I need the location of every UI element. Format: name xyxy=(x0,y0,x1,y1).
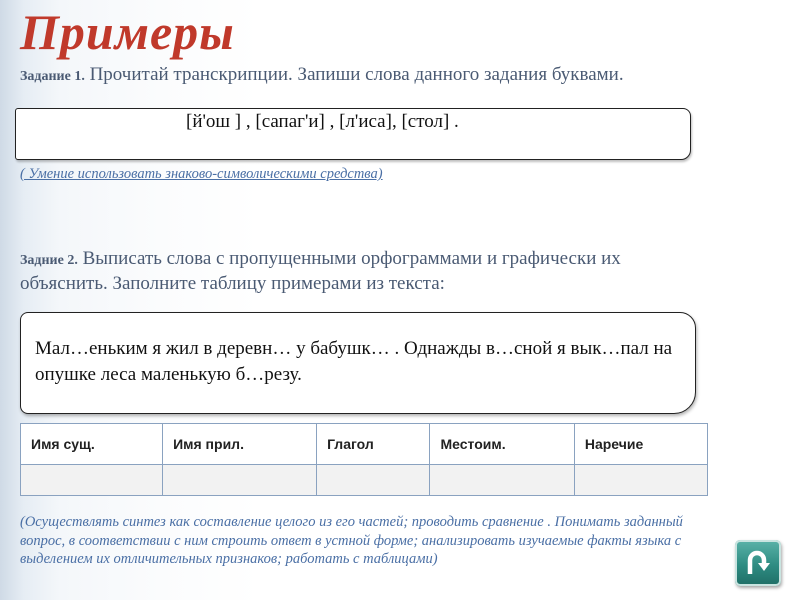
task-1 xyxy=(20,63,710,88)
task-2-skill-note: (Осуществлять синтез как составление целого из его частей; проводить сравнение . Понимать заданный вопрос, в соответствии с ним строить ответ в устной форме; анализировать изучаемые факты языка с выделением их отличительных признаков; работать с таблицами) xyxy=(20,514,683,567)
table-cell[interactable] xyxy=(163,465,317,496)
table-header-cell: Глагол xyxy=(317,424,430,465)
task-1-skill-note[interactable]: ( Умение использовать знаково-символическими средства) xyxy=(20,166,383,182)
table-header-cell: Имя прил. xyxy=(163,424,317,465)
parts-of-speech-table xyxy=(20,423,708,496)
table-header-cell: Местоим. xyxy=(430,424,574,465)
task-1-text: Прочитай транскрипции. Запиши слова данного задания буквами. xyxy=(84,64,624,85)
table-cell[interactable] xyxy=(430,465,574,496)
passage-text: Мал…еньким я жил в деревн… у бабушк… . Однажды в…сной я вык…пал на опушке леса маленькую б…резу. xyxy=(35,338,673,385)
return-button[interactable] xyxy=(735,540,781,586)
table-header-row xyxy=(21,424,708,465)
task-2 xyxy=(20,247,710,295)
task-1-label: Задание 1. xyxy=(20,69,85,84)
transcription-box xyxy=(15,108,691,160)
slide-title: Примеры xyxy=(20,4,235,60)
return-arrow-icon xyxy=(743,548,773,578)
task-2-label: Задние 2. xyxy=(20,253,78,268)
table-header-cell: Имя сущ. xyxy=(21,424,163,465)
passage-box xyxy=(20,312,696,414)
task-2-text: Выписать слова с пропущенными орфограммами и графически их объяснить. Заполните таблицу примерами из текста: xyxy=(20,248,621,294)
table-row xyxy=(21,465,708,496)
table-cell[interactable] xyxy=(574,465,707,496)
table-cell[interactable] xyxy=(21,465,163,496)
table-cell[interactable] xyxy=(317,465,430,496)
transcription-text: [й'ош ] , [сапаг'и] , [л'иса], [стол] . xyxy=(186,111,459,132)
table-header-cell: Наречие xyxy=(574,424,707,465)
